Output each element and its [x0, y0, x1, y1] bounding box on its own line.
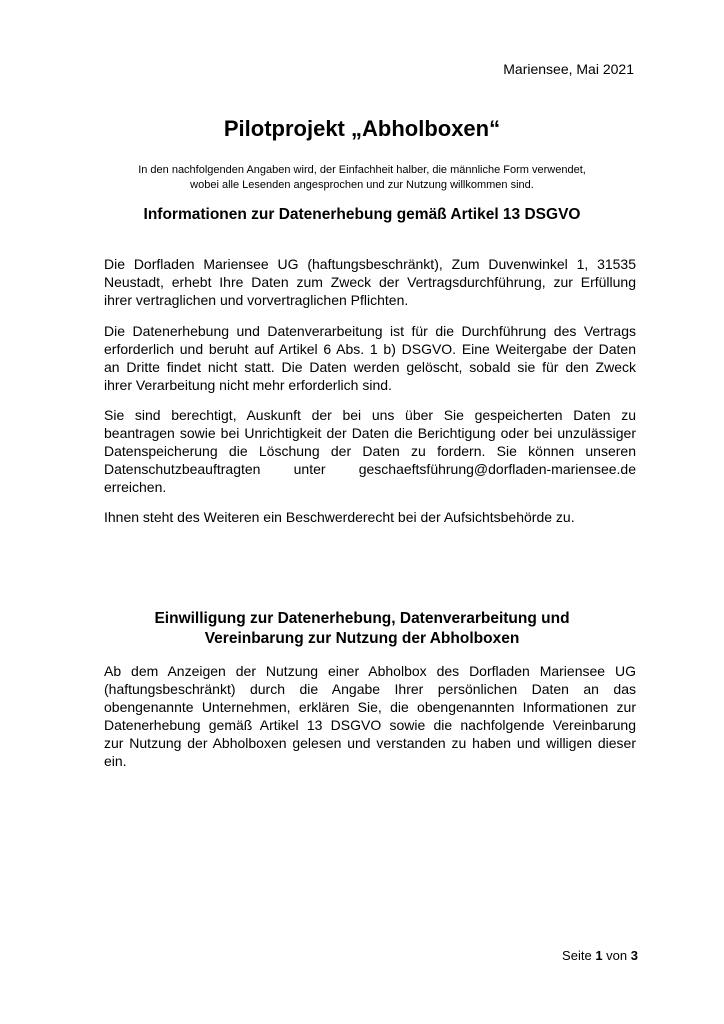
text-line: Die Dorfladen Mariensee UG (haftungsbeschränkt), Zum Duvenwinkel 1, 31535 — [104, 256, 636, 272]
text-line: (haftungsbeschränkt) durch die Angabe Ihrer persönlichen Daten an das — [104, 681, 636, 697]
paragraph-legal-basis — [104, 322, 636, 394]
text-line: erreichen. — [104, 479, 167, 495]
text-line: Die Datenerhebung und Datenverarbeitung ist für die Durchführung des Vertrags — [104, 323, 636, 339]
gender-note-line: wobei alle Lesenden angesprochen und zur Nutzung willkommen sind. — [190, 179, 534, 191]
text-line: beantragen sowie bei Unrichtigkeit der Daten die Berichtigung oder bei unzulässiger — [104, 425, 636, 441]
text-line: ihrer Verarbeitung nicht mehr erforderlich sind. — [104, 377, 392, 393]
section-heading-data-collection: Informationen zur Datenerhebung gemäß Artikel 13 DSGVO — [143, 206, 581, 223]
text-line: erforderlich und beruht auf Artikel 6 Abs. 1 b) DSGVO. Eine Weitergabe der Daten — [104, 341, 636, 357]
text-line: Datenspeicherung die Löschung der Daten zu fordern. Sie können unseren — [104, 443, 636, 459]
of-word: von — [606, 948, 628, 963]
text-line: an Dritte findet nicht statt. Die Daten werden gelöscht, sobald sie für den Zweck — [104, 359, 636, 375]
heading-line: Vereinbarung zur Nutzung der Abholboxen — [204, 630, 520, 647]
date-line: Mariensee, Mai 2021 — [503, 61, 634, 77]
page-title: Pilotprojekt „Abholboxen“ — [223, 116, 501, 141]
text-line: ein. — [104, 753, 127, 769]
gender-note — [0, 163, 724, 193]
paragraph-controller — [104, 255, 636, 309]
text-line: zur Nutzung der Abholboxen gelesen und verstanden zu haben und willigen dieser — [104, 735, 636, 751]
text-line: ihrer vertraglichen und vorvertraglichen Pflichten. — [104, 292, 409, 308]
text-line: Ihnen steht des Weiteren ein Beschwerderecht bei der Aufsichtsbehörde zu. — [104, 509, 575, 525]
gender-note-line: In den nachfolgenden Angaben wird, der Einfachheit halber, die männliche Form verwendet, — [138, 164, 586, 176]
text-line: Datenerhebung gemäß Artikel 13 DSGVO sowie die nachfolgende Vereinbarung — [104, 717, 636, 733]
paragraph-rights — [104, 406, 636, 496]
text-line: Neustadt, erhebt Ihre Daten zum Zweck der Vertragsdurchführung, zur Erfüllung — [104, 274, 636, 290]
text-line: obengenannte Unternehmen, erklären Sie, die obengenannten Informationen zur — [104, 699, 636, 715]
page-word: Seite — [562, 948, 592, 963]
page-number: 1 — [595, 948, 603, 963]
text-line: Datenschutzbeauftragten unter geschaeftsführung@dorfladen-mariensee.de — [104, 461, 636, 477]
heading-line: Einwilligung zur Datenerhebung, Datenverarbeitung und — [154, 610, 570, 627]
page-number-footer — [562, 947, 638, 964]
text-line: Ab dem Anzeigen der Nutzung einer Abholbox des Dorfladen Mariensee UG — [104, 663, 636, 679]
paragraph-complaint — [104, 508, 636, 526]
page-total: 3 — [630, 948, 638, 963]
section-heading-consent — [0, 609, 724, 649]
paragraph-consent — [104, 662, 636, 770]
text-line: Sie sind berechtigt, Auskunft der bei uns über Sie gespeicherten Daten zu — [104, 407, 636, 423]
